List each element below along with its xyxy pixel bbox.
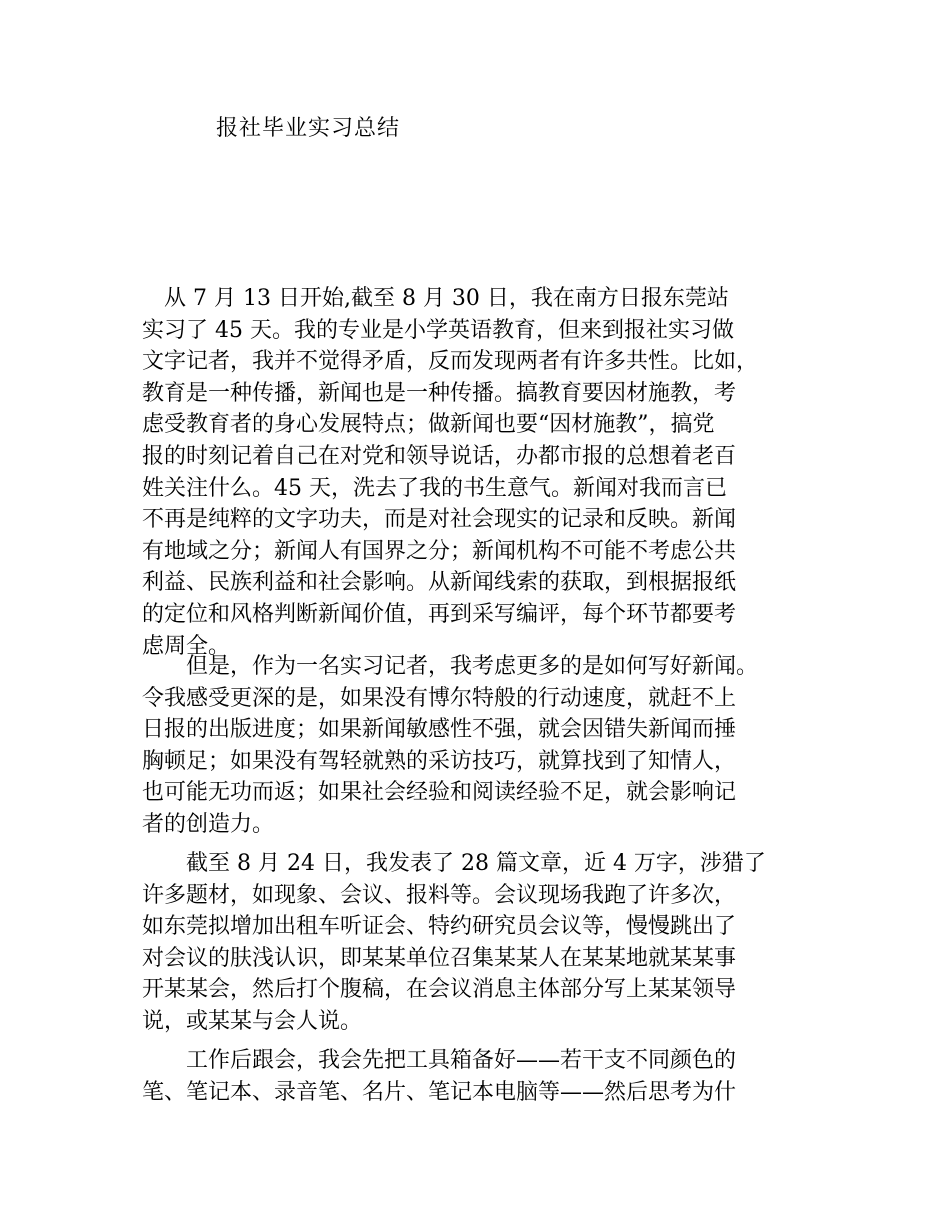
text-line: 笔、笔记本、录音笔、名片、笔记本电脑等——然后思考为什 bbox=[142, 1079, 737, 1105]
text-line: 从 7 月 13 日开始,截至 8 月 30 日，我在南方日报东莞站 bbox=[142, 286, 729, 311]
paragraph-2 bbox=[142, 651, 832, 841]
text-line: 的定位和风格判断新闻价值，再到采写编评，每个环节都要考 bbox=[142, 601, 737, 627]
text-line: 虑周全。 bbox=[142, 633, 231, 659]
text-line: 有地域之分；新闻人有国界之分；新闻机构不可能不考虑公共 bbox=[142, 538, 737, 564]
text-line: 也可能无功而返；如果社会经验和阅读经验不足，就会影响记 bbox=[142, 780, 737, 806]
paragraph-4 bbox=[142, 1045, 832, 1108]
text-line: 令我感受更深的是，如果没有博尔特般的行动速度，就赶不上 bbox=[142, 685, 737, 711]
text-line: 胸顿足；如果没有驾轻就熟的采访技巧，就算找到了知情人， bbox=[142, 748, 737, 774]
document-title: 报社毕业实习总结 bbox=[216, 116, 401, 141]
text-line: 不再是纯粹的文字功夫，而是对社会现实的记录和反映。新闻 bbox=[142, 507, 737, 533]
text-line: 许多题材，如现象、会议、报料等。会议现场我跑了许多次， bbox=[142, 882, 737, 908]
text-line: 姓关注什么。45 天，洗去了我的书生意气。新闻对我而言已 bbox=[142, 475, 727, 501]
paragraph-1 bbox=[142, 283, 832, 662]
text-line: 开某某会，然后打个腹稿，在会议消息主体部分写上某某领导 bbox=[142, 977, 737, 1003]
text-line: 报的时刻记着自己在对党和领导说话，办都市报的总想着老百 bbox=[142, 443, 737, 469]
text-line: 者的创造力。 bbox=[142, 811, 275, 837]
text-line: 对会议的肤浅认识，即某某单位召集某某人在某某地就某某事 bbox=[142, 945, 737, 971]
text-line: 如东莞拟增加出租车听证会、特约研究员会议等，慢慢跳出了 bbox=[142, 914, 737, 940]
text-line: 利益、民族利益和社会影响。从新闻线索的获取，到根据报纸 bbox=[142, 570, 737, 596]
text-line: 实习了 45 天。我的专业是小学英语教育，但来到报社实习做 bbox=[142, 317, 734, 343]
text-line: 日报的出版进度；如果新闻敏感性不强，就会因错失新闻而捶 bbox=[142, 717, 737, 743]
text-line: 截至 8 月 24 日，我发表了 28 篇文章，近 4 万字，涉猎了 bbox=[142, 851, 766, 876]
paragraph-3 bbox=[142, 848, 832, 1038]
text-line: 说，或某某与会人说。 bbox=[142, 1008, 363, 1034]
text-line: 但是，作为一名实习记者，我考虑更多的是如何写好新闻。 bbox=[142, 654, 759, 679]
text-line: 工作后跟会，我会先把工具箱备好——若干支不同颜色的 bbox=[142, 1048, 737, 1073]
text-line: 文字记者，我并不觉得矛盾，反而发现两者有许多共性。比如， bbox=[142, 349, 759, 375]
text-line: 教育是一种传播，新闻也是一种传播。搞教育要因材施教，考 bbox=[142, 380, 737, 406]
text-line: 虑受教育者的身心发展特点；做新闻也要“因材施教”，搞党 bbox=[142, 412, 715, 438]
